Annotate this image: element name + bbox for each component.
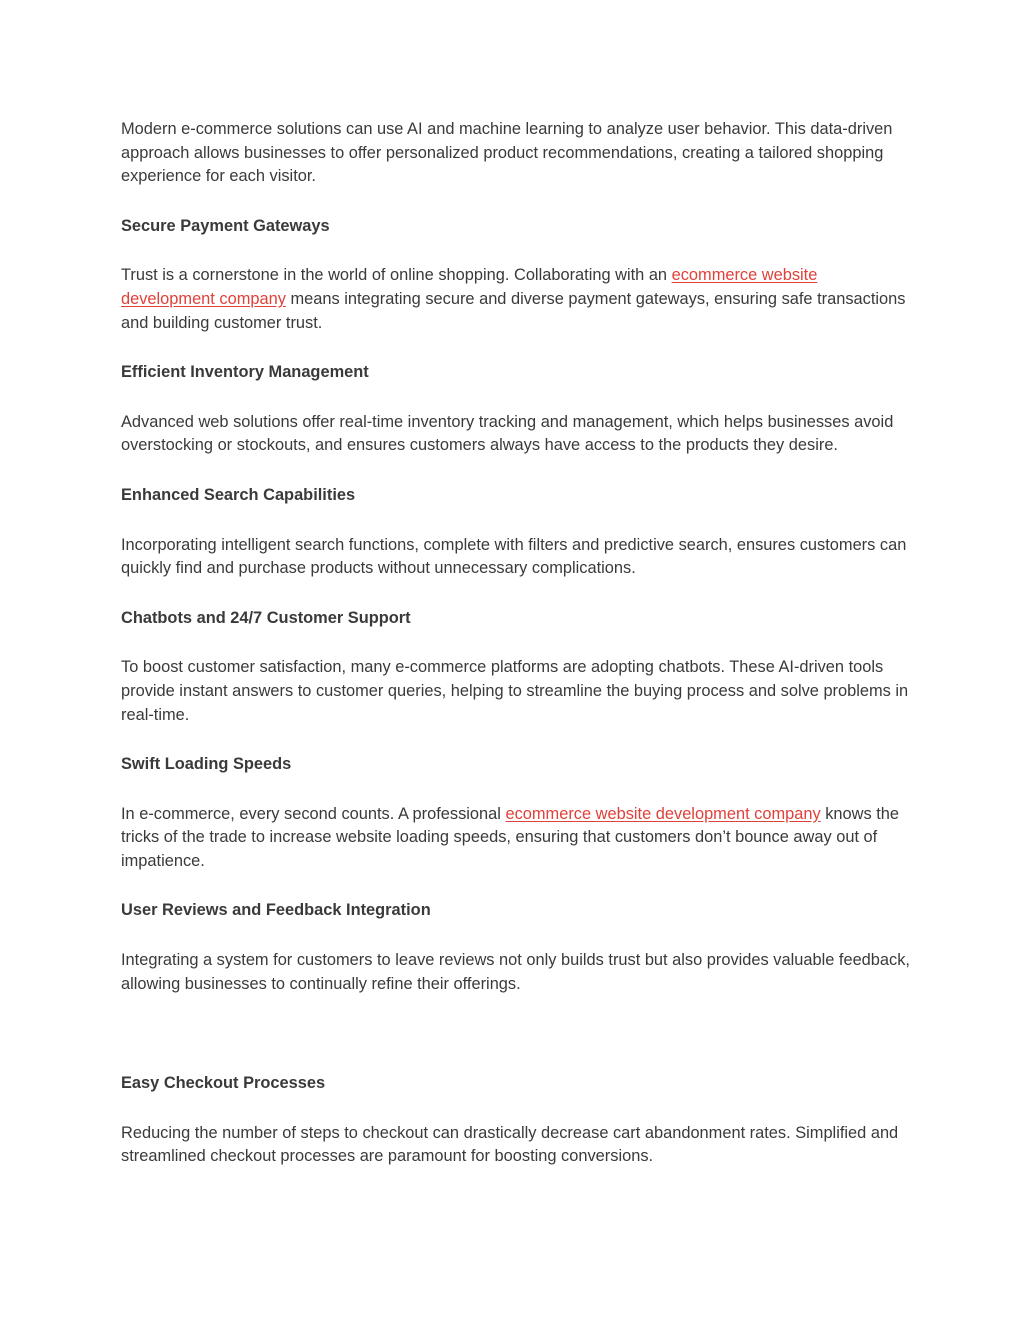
heading-chatbots-customer-support: Chatbots and 24/7 Customer Support <box>121 608 411 627</box>
heading-secure-payment-gateways: Secure Payment Gateways <box>121 216 330 235</box>
heading-swift-loading-speeds: Swift Loading Speeds <box>121 755 292 774</box>
reviews-paragraph: Integrating a system for customers to leave reviews not only builds trust but also provides valuable feedback, allowing businesses to continually refine their offerings. <box>121 951 910 993</box>
speed-paragraph: In e-commerce, every second counts. A professional ecommerce website development company knows the tricks of the trade to increase website loading speeds, ensuring that customers don’t bounce away out of impatience. <box>121 804 900 870</box>
document-page <box>121 118 911 1195</box>
heading-enhanced-search-capabilities: Enhanced Search Capabilities <box>121 485 356 504</box>
ecommerce-development-link[interactable]: ecommerce website development company <box>505 804 821 823</box>
intro-paragraph: Modern e-commerce solutions can use AI and machine learning to analyze user behavior. This data-driven approach allows businesses to offer personalized product recommendations, creating a tailored shopping experience for each visitor. <box>121 120 893 186</box>
chatbots-paragraph: To boost customer satisfaction, many e-commerce platforms are adopting chatbots. These AI-driven tools provide instant answers to customer queries, helping to streamline the buying process and solve problems in real-time. <box>121 658 909 724</box>
heading-efficient-inventory-management: Efficient Inventory Management <box>121 363 369 382</box>
checkout-paragraph: Reducing the number of steps to checkout can drastically decrease cart abandonment rates. Simplified and streamlined checkout processes are paramount for boosting conversions. <box>121 1123 899 1166</box>
search-paragraph: Incorporating intelligent search functions, complete with filters and predictive search, ensures customers can quickly find and purchase products without unnecessary complications. <box>121 535 907 578</box>
heading-user-reviews-feedback: User Reviews and Feedback Integration <box>121 901 431 920</box>
blank-spacer <box>121 1022 911 1072</box>
ecommerce-development-link[interactable]: ecommerce website development company <box>121 266 818 308</box>
heading-easy-checkout-processes: Easy Checkout Processes <box>121 1074 326 1093</box>
inventory-paragraph: Advanced web solutions offer real-time inventory tracking and management, which helps businesses avoid overstocking or stockouts, and ensures customers always have access to the products they desire. <box>121 412 894 455</box>
payment-paragraph: Trust is a cornerstone in the world of online shopping. Collaborating with an ecommerce website development company means integrating secure and diverse payment gateways, ensuring safe transactions and building customer trust. <box>121 266 906 332</box>
